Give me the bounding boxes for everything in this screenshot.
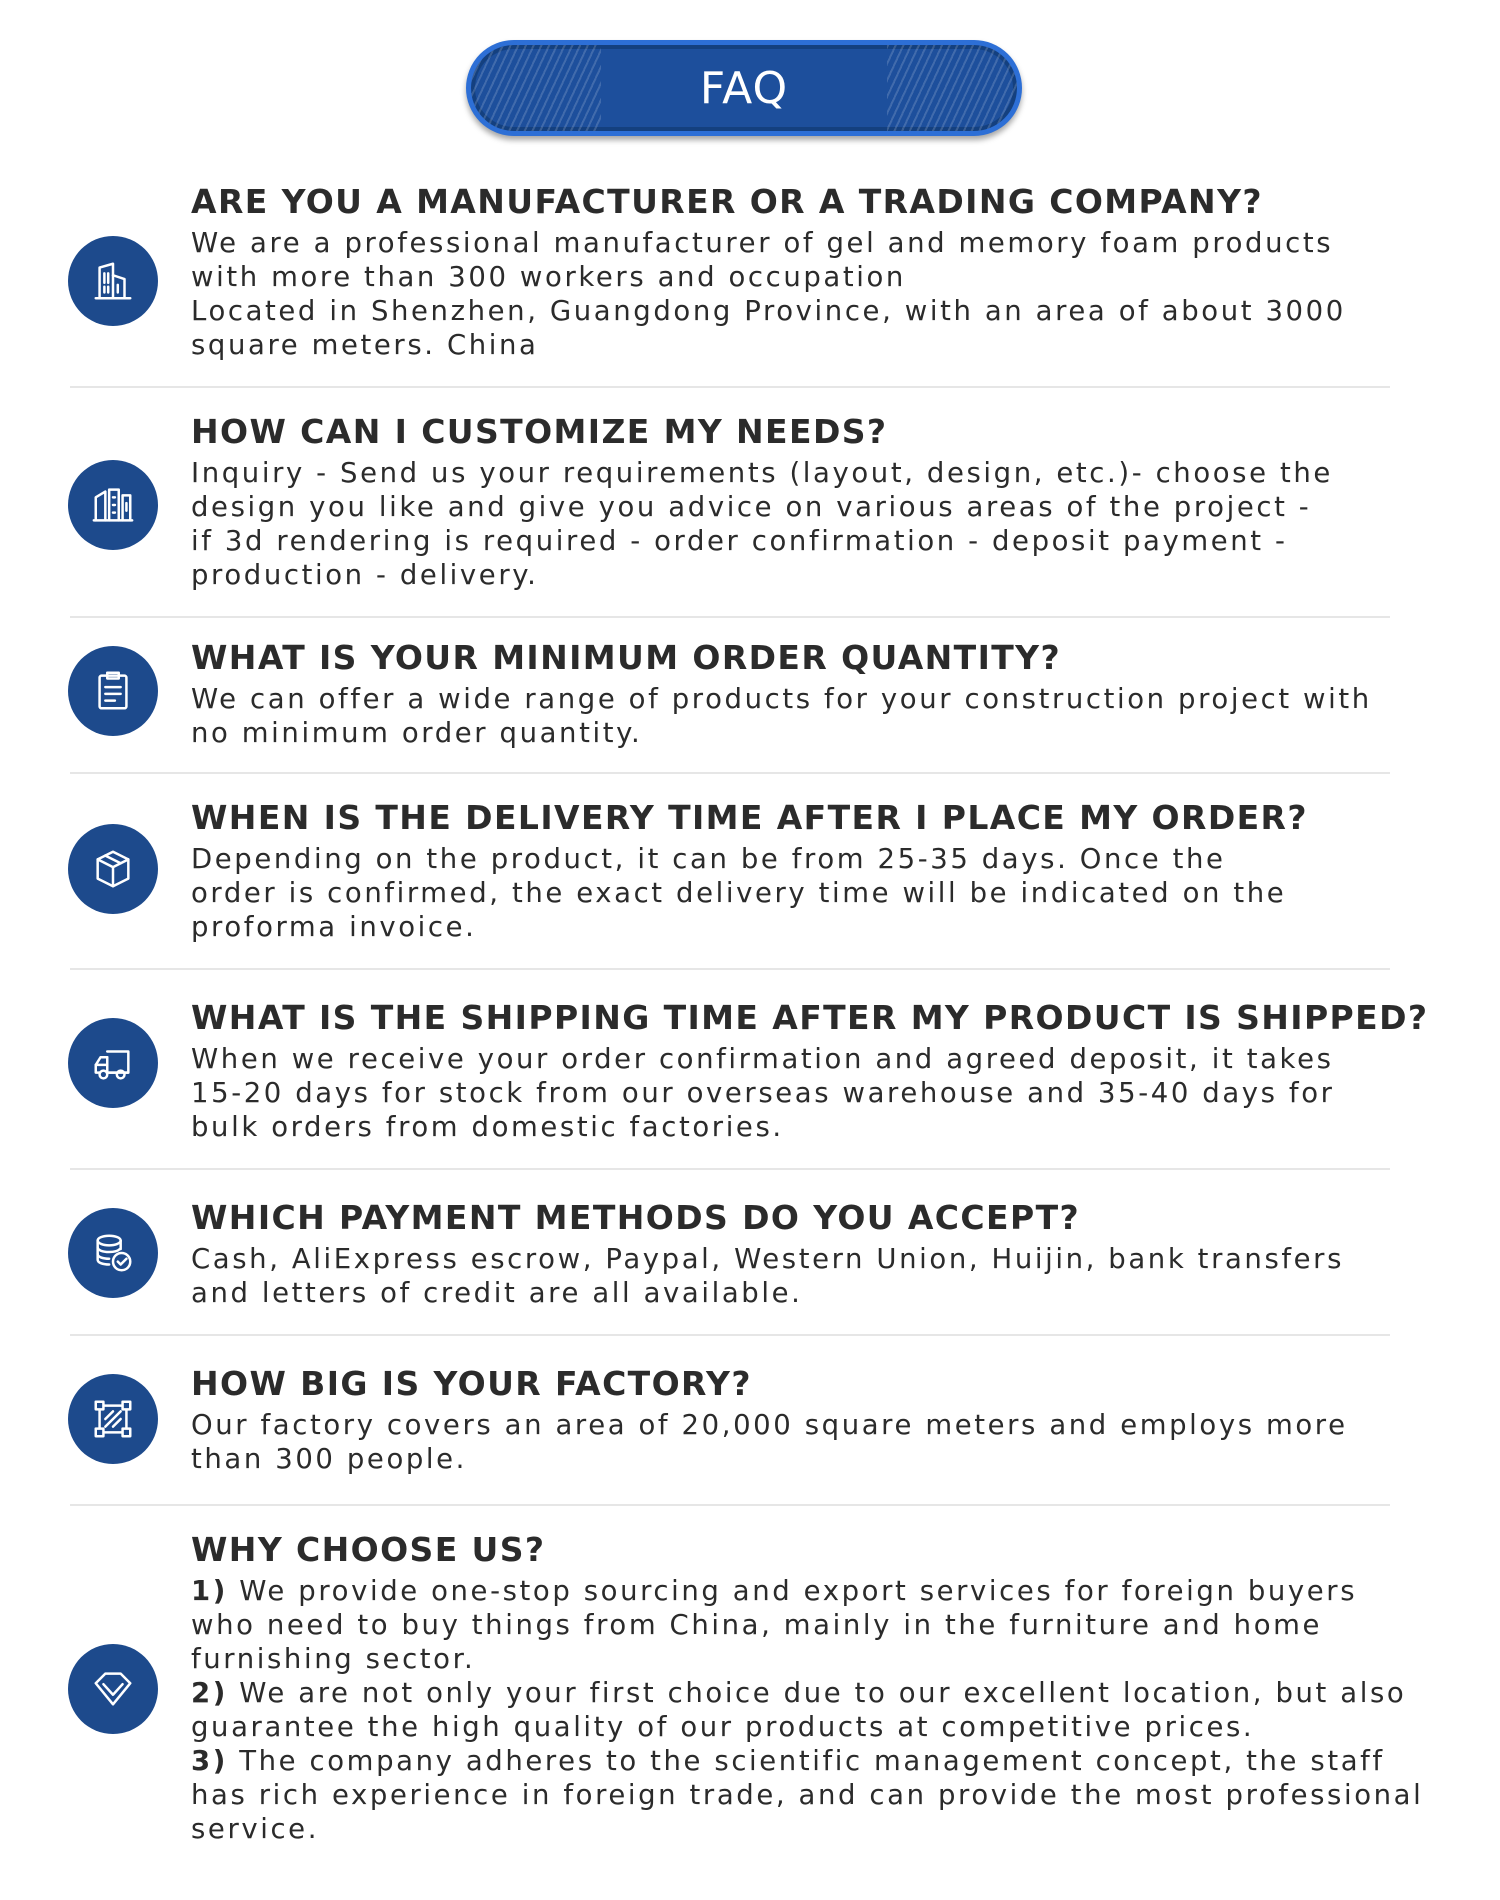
faq-question: HOW CAN I CUSTOMIZE MY NEEDS? [191, 412, 888, 451]
coins-check-icon [68, 1208, 158, 1298]
page-title: FAQ [699, 62, 789, 114]
faq-text [191, 410, 1411, 592]
faq-text [191, 796, 1411, 944]
faq-text [191, 1196, 1411, 1310]
building-icon [68, 236, 158, 326]
divider [70, 968, 1390, 970]
diamond-icon [68, 1644, 158, 1734]
faq-answer: 1) We provide one-stop sourcing and export services for foreign buyers who need to buy things from China, mainly in the furniture and home furnishing sector. 2) We are not only your first choice due to our excellent location, but also guarantee the high quality of our products at competitive prices. 3) The company adheres to the scientific management concept, the staff has rich experience in foreign trade, and can provide the most professional service. [191, 1575, 1424, 1845]
point-number: 2) [191, 1677, 228, 1709]
divider [70, 772, 1390, 774]
point-number: 1) [191, 1575, 228, 1607]
faq-answer: When we receive your order confirmation and agreed deposit, it takes 15-20 days for stock from our overseas warehouse and 35-40 days for bulk orders from domestic factories. [191, 1043, 1335, 1143]
faq-answer: Our factory covers an area of 20,000 square meters and employs more than 300 people. [191, 1409, 1348, 1475]
truck-icon [68, 1018, 158, 1108]
faq-text [191, 1362, 1411, 1476]
document-icon [68, 646, 158, 736]
faq-answer: We can offer a wide range of products for your construction project with no minimum order quantity. [191, 683, 1372, 749]
faq-question: WHAT IS THE SHIPPING TIME AFTER MY PRODUCT IS SHIPPED? [191, 998, 1429, 1037]
faq-text [191, 996, 1429, 1144]
divider [70, 386, 1390, 388]
faq-answer: Depending on the product, it can be from 25-35 days. Once the order is confirmed, the exact delivery time will be indicated on the proforma invoice. [191, 843, 1287, 943]
faq-text [191, 1528, 1424, 1846]
faq-text [191, 180, 1411, 362]
divider [70, 1334, 1390, 1336]
buildings-icon [68, 460, 158, 550]
divider [70, 616, 1390, 618]
banner-stripes-right [887, 45, 1017, 131]
faq-question: HOW BIG IS YOUR FACTORY? [191, 1364, 752, 1403]
area-measure-icon [68, 1374, 158, 1464]
faq-question: WHY CHOOSE US? [191, 1530, 546, 1569]
faq-question: WHICH PAYMENT METHODS DO YOU ACCEPT? [191, 1198, 1081, 1237]
point-number: 3) [191, 1745, 228, 1777]
banner-stripes-left [471, 45, 601, 131]
divider [70, 1504, 1390, 1506]
faq-text [191, 636, 1411, 750]
faq-header-banner [466, 40, 1022, 136]
faq-question: ARE YOU A MANUFACTURER OR A TRADING COMPANY? [191, 182, 1263, 221]
faq-answer: Cash, AliExpress escrow, Paypal, Western Union, Huijin, bank transfers and letters of credit are all available. [191, 1243, 1345, 1309]
faq-question: WHEN IS THE DELIVERY TIME AFTER I PLACE MY ORDER? [191, 798, 1308, 837]
package-box-icon [68, 824, 158, 914]
faq-answer: Inquiry - Send us your requirements (layout, design, etc.)- choose the design you like and give you advice on various areas of the project - if 3d rendering is required - order confirmation - deposit payment - production - delivery. [191, 457, 1333, 591]
faq-question: WHAT IS YOUR MINIMUM ORDER QUANTITY? [191, 638, 1062, 677]
faq-answer: We are a professional manufacturer of gel and memory foam products with more than 300 workers and occupation Located in Shenzhen, Guangdong Province, with an area of about 3000 square meters. China [191, 227, 1346, 361]
divider [70, 1168, 1390, 1170]
